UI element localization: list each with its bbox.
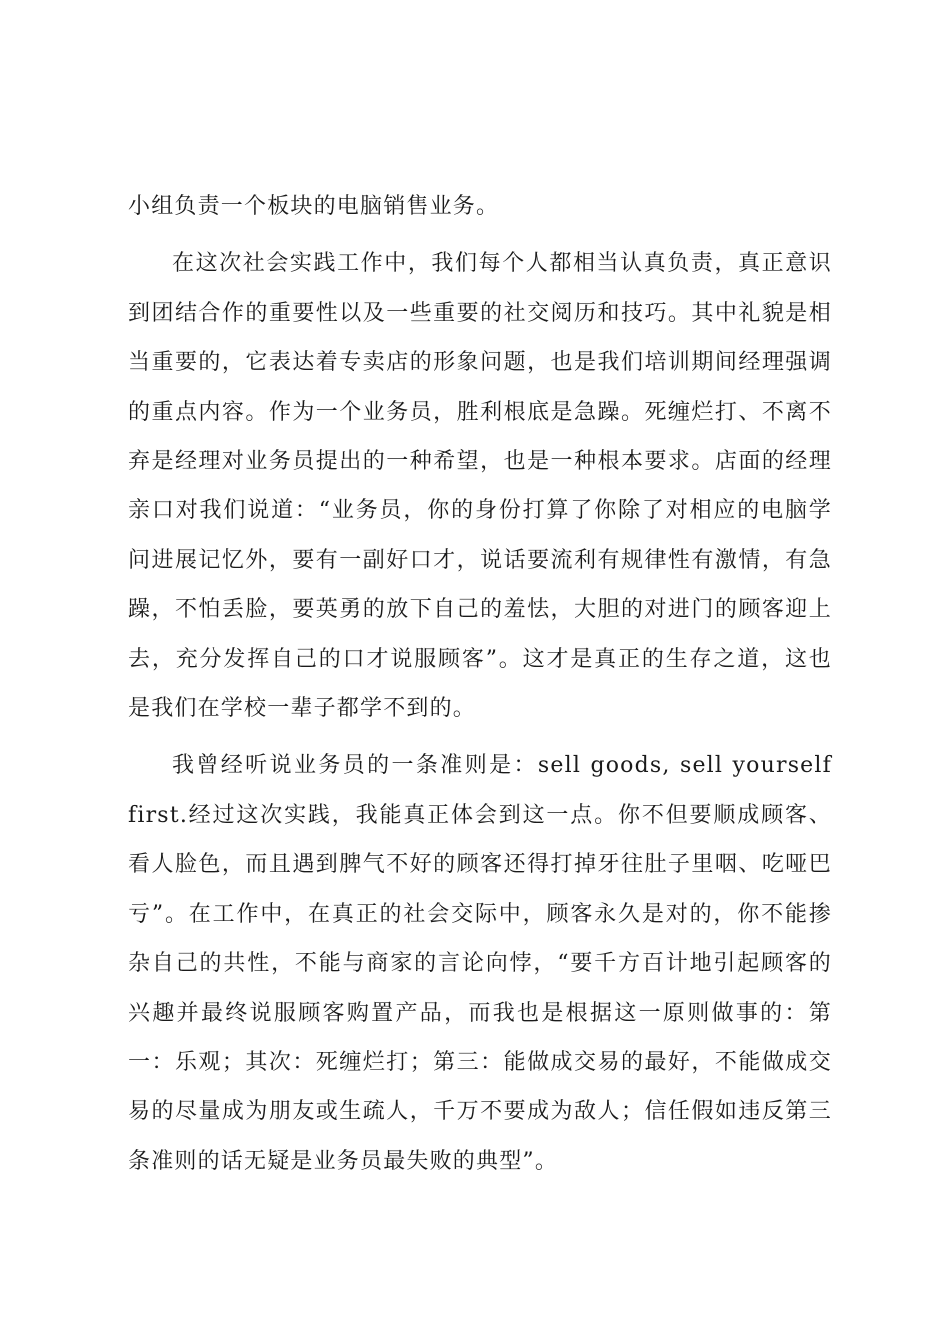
document-body bbox=[128, 182, 832, 1186]
paragraph-continuation: 小组负责一个板块的电脑销售业务。 bbox=[128, 194, 500, 219]
paragraph-salesperson-principle: 我曾经听说业务员的一条准则是：sell goods, sell yourself first.经过这次实践，我能真正体会到这一点。你不但要顺成顾客、看人脸色，而且遇到脾气不好的顾客还得打掉牙往肚子里咽、吃哑巴亏”。在工作中，在真正的社会交际中，顾客永久是对的，你不能掺杂自己的共性，不能与商家的言论向悖，“要千方百计地引起顾客的兴趣并最终说服顾客购置产品，而我也是根据这一原则做事的：第一：乐观；其次：死缠烂打；第三：能做成交易的最好，不能做成交易的尽量成为朋友或生疏人，千万不要成为敌人；信任假如违反第三条准则的话无疑是业务员最失败的典型”。 bbox=[128, 753, 832, 1174]
paragraph-practice-experience: 在这次社会实践工作中，我们每个人都相当认真负责，真正意识到团结合作的重要性以及一些重要的社交阅历和技巧。其中礼貌是相当重要的，它表达着专卖店的形象问题，也是我们培训期间经理强调的重点内容。作为一个业务员，胜利根底是急躁。死缠烂打、不离不弃是经理对业务员提出的一种希望，也是一种根本要求。店面的经理亲口对我们说道：“业务员，你的身份打算了你除了对相应的电脑学问进展记忆外，要有一副好口才，说话要流利有规律性有激情，有急躁，不怕丢脸，要英勇的放下自己的羞怯，大胆的对进门的顾客迎上去，充分发挥自己的口才说服顾客”。这才是真正的生存之道，这也是我们在学校一辈子都学不到的。 bbox=[128, 251, 832, 722]
